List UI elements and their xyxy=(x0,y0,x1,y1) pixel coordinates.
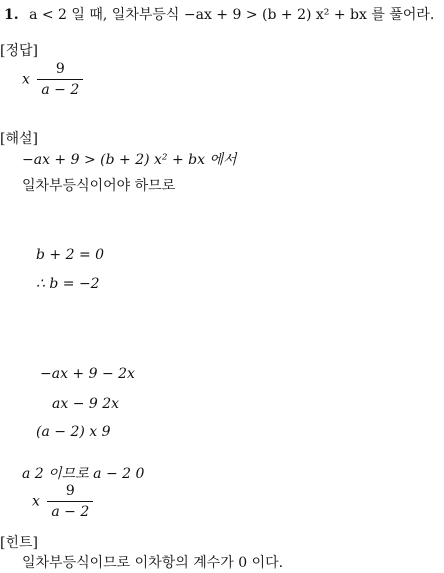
final-denominator: a − 2 xyxy=(47,501,93,519)
answer-fraction xyxy=(37,62,83,97)
answer-variable: x xyxy=(22,71,30,88)
final-variable: x xyxy=(32,493,40,510)
explanation-line-3: b + 2 = 0 xyxy=(36,247,105,263)
explanation-line-6: ax − 9 2x xyxy=(52,396,120,412)
hint-label: [힌트] xyxy=(0,535,38,551)
final-numerator: 9 xyxy=(65,483,75,499)
answer-numerator: 9 xyxy=(55,61,65,77)
hint-text: 일차부등식이므로 이차항의 계수가 0 이다. xyxy=(22,555,284,571)
problem-text: a < 2 일 때, 일차부등식 −ax + 9 > (b + 2) x² + bx 를 풀어라. xyxy=(29,7,435,23)
problem-number: 1. xyxy=(4,7,19,23)
answer-label: [정답] xyxy=(0,43,38,59)
explanation-line-4: ∴ b = −2 xyxy=(36,276,100,292)
explanation-line-2: 일차부등식이어야 하므로 xyxy=(22,178,176,194)
answer-denominator: a − 2 xyxy=(37,79,83,97)
explanation-line-8: a 2 이므로 a − 2 0 xyxy=(22,466,145,482)
explanation-line-5: −ax + 9 − 2x xyxy=(40,366,135,382)
explanation-label: [해설] xyxy=(0,131,38,147)
explanation-line-7: (a − 2) x 9 xyxy=(36,424,111,440)
explanation-line-1: −ax + 9 > (b + 2) x² + bx 에서 xyxy=(22,152,237,168)
explanation-final-expression xyxy=(32,484,96,519)
final-fraction xyxy=(47,484,93,519)
answer-expression xyxy=(22,62,86,97)
problem-statement xyxy=(4,8,434,22)
